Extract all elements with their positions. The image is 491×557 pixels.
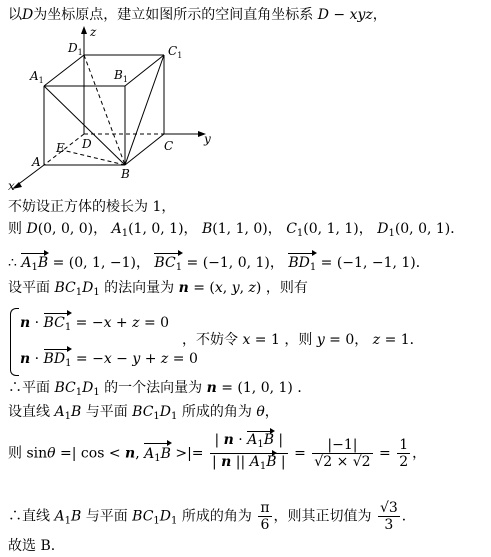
vertex-d1: $D_1$: [68, 41, 83, 57]
axis-y-label: y: [204, 132, 211, 146]
sine-fraction-1: $\frac{| n \cdot A_1B |}{| n || A_1B |}$: [210, 432, 288, 475]
line-vectors: ∴ $A_1B = (0$, 1, −1)， $BC_1 = (-1$, 0, 1)， $BD_1 = (-1$, −1, 1)．: [8, 254, 430, 277]
vertex-a: A: [32, 155, 41, 169]
system-note: ，不妨令 x = 1 ，则 y = 0， z = 1．: [182, 332, 424, 348]
system-brace: [10, 308, 19, 376]
system-eq-2: $n \cdot BD_1 = -x - y + z = 0$: [20, 350, 198, 373]
line-coordinates: 则 D(0, 0, 0)， $A_1(1$, 0, 1)， B(1, 1, 0)， $C_1(0$, 1, 1)， $D_1(0$, 0, 1)．: [8, 221, 465, 239]
line-normal-setup: 设平面 $BC_1D_1$ 的法向量为 n = (x, y, z) ，则有: [8, 280, 308, 298]
cube-figure: [0, 22, 230, 192]
tangent-fraction: $\frac{√3}{3}$: [379, 500, 398, 533]
sine-fraction-2: $\frac{|-1|}{√2 \times √2}$: [314, 437, 371, 470]
axis-x-label: x: [8, 179, 15, 192]
intro-line: 以D为坐标原点，建立如图所示的空间直角坐标系 D − xyz，: [8, 7, 387, 23]
vertex-a1: $A_1$: [30, 69, 44, 85]
vertex-e: E: [56, 141, 65, 155]
sine-fraction-3: $\frac{1}{2}$: [399, 437, 409, 470]
line-answer: 故选 B.: [8, 538, 56, 554]
angle-fraction: $\frac{\pi}{6}$: [260, 500, 270, 533]
axis-z-label: z: [90, 25, 97, 39]
line-sine-calc: 则 sinθ =| cos < n, $A_1B$ >|= $\frac{| n \cdot A_1B |}{| n || A_1B |}$ = $\frac{|-1|}{√2 \times √2}$ = $\frac{1}{2}$ ，: [8, 432, 426, 475]
line-conclusion: ∴直线 $A_1B$ 与平面 $BC_1D_1$ 所成的角为 $\frac{\pi}{6}$ ，则其正切值为 $\frac{√3}{3}$ ．: [8, 500, 416, 533]
vertex-c1: $C_1$: [168, 44, 183, 60]
line-normal-vector: ∴平面 $BC_1D_1$ 的一个法向量为 n = (1, 0, 1) ．: [8, 380, 312, 398]
line-angle-setup: 设直线 $A_1B$ 与平面 $BC_1D_1$ 所成的角为 θ，: [8, 404, 279, 422]
vertex-b: B: [121, 167, 130, 181]
vertex-c: C: [164, 139, 174, 153]
line-edge-length: 不妨设正方体的棱长为 1，: [8, 199, 176, 215]
vertex-d: D: [82, 137, 92, 151]
vertex-b1: $B_1$: [114, 68, 128, 84]
system-eq-1: $n \cdot BC_1 = -x + z = 0$: [20, 314, 169, 337]
